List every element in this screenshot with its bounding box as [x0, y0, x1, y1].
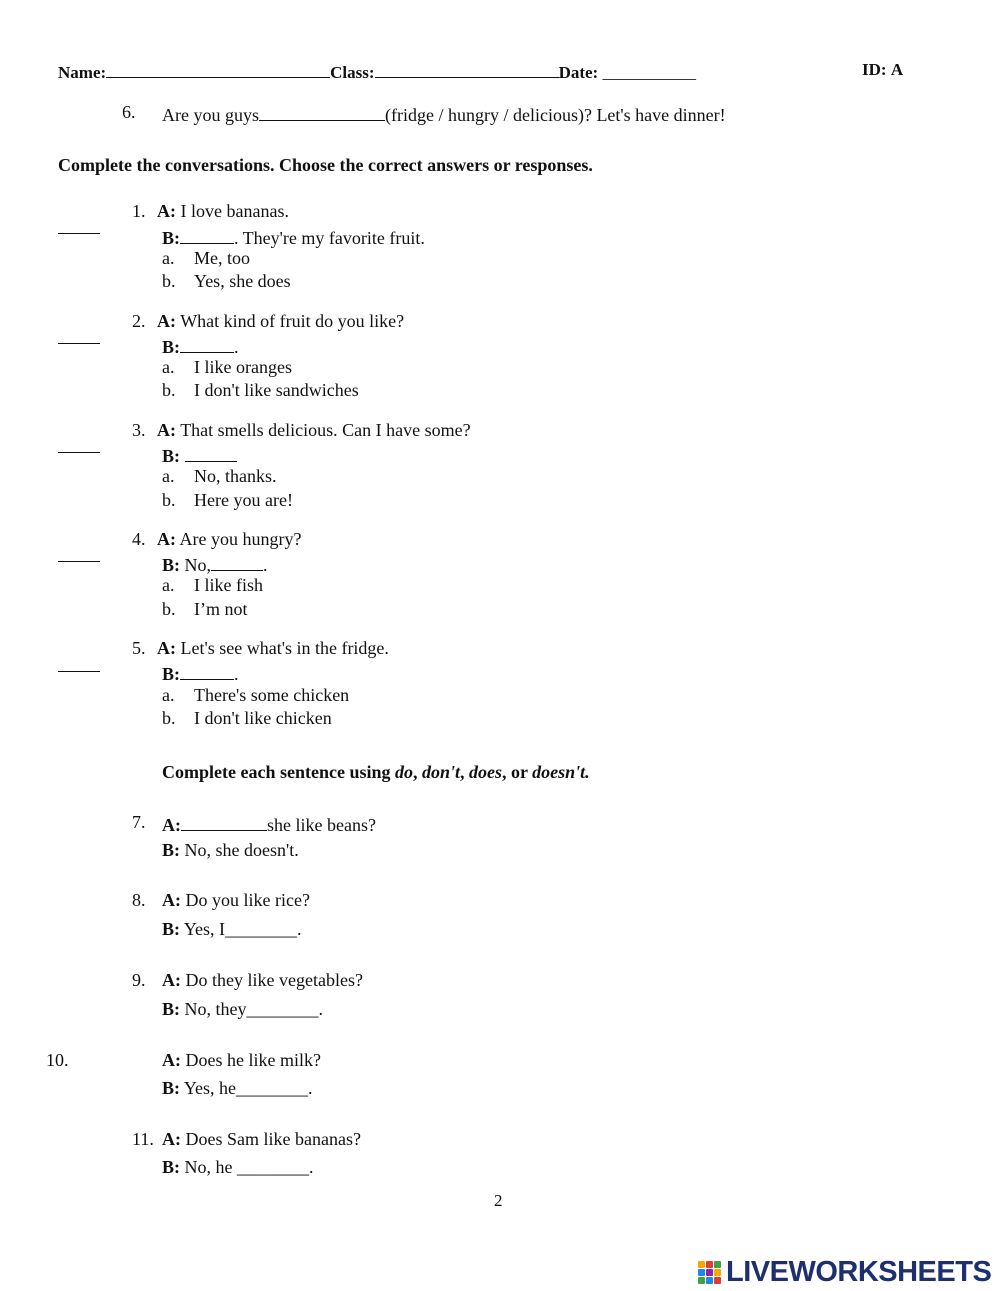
speaker-a-label: A: [157, 529, 176, 549]
item-10-prompt-text: Does he like milk? [185, 1050, 321, 1070]
option-text: There's some chicken [194, 685, 350, 705]
id-label: ID: [862, 60, 887, 79]
item-8-prompt [162, 890, 310, 911]
item-1-response-blank [180, 225, 234, 244]
option-text: Here you are! [194, 490, 293, 510]
item-8-number: 8. [132, 890, 146, 910]
separator: , or [502, 762, 533, 782]
option-letter: a. [162, 685, 175, 705]
speaker-a-label: A: [162, 890, 181, 910]
item-4-response-before: No, [184, 555, 211, 575]
item-1-response-after: . They're my favorite fruit. [234, 228, 425, 248]
option-text: I’m not [194, 599, 248, 619]
item-8-prompt-text: Do you like rice? [185, 890, 310, 910]
speaker-a-label: A: [162, 815, 181, 835]
speaker-a-label: A: [157, 311, 176, 331]
item-2-response-blank [180, 334, 234, 353]
speaker-b-label: B: [162, 228, 180, 248]
item-5-number: 5. [132, 638, 146, 658]
item-10-number: 10. [46, 1050, 69, 1070]
item-11-response-text: No, he ________. [184, 1157, 314, 1177]
word-do: do [394, 762, 413, 782]
option-text: I don't like chicken [194, 708, 332, 728]
question-6-text-after: (fridge / hungry / delicious)? Let's have dinner! [385, 105, 726, 125]
question-6 [162, 102, 726, 126]
section2-instruction-start: Complete each sentence using [162, 762, 395, 782]
item-9-response-text: No, they________. [184, 999, 323, 1019]
liveworksheets-logo-text: LIVEWORKSHEETS [726, 1256, 992, 1288]
item-2-number: 2. [132, 311, 146, 331]
item-5-response [162, 661, 239, 685]
item-5-response-blank [180, 661, 234, 680]
class-field[interactable] [375, 60, 559, 78]
item-9-response[interactable] [162, 999, 323, 1020]
item-9-prompt-text: Do they like vegetables? [185, 970, 363, 990]
item-4-option-b[interactable] [162, 599, 248, 620]
question-6-number: 6. [122, 102, 136, 122]
word-does: does [469, 762, 502, 782]
speaker-b-label: B: [162, 664, 180, 684]
item-5-response-after: . [234, 664, 239, 684]
item-3-prompt-text: That smells delicious. Can I have some? [180, 420, 471, 440]
item-1-prompt-text: I love bananas. [180, 201, 289, 221]
speaker-a-label: A: [157, 420, 176, 440]
item-8-response[interactable] [162, 919, 302, 940]
item-4-number: 4. [132, 529, 146, 549]
option-letter: a. [162, 248, 175, 268]
item-5-prompt [157, 638, 389, 659]
option-letter: a. [162, 575, 175, 595]
option-letter: b. [162, 490, 176, 510]
separator: , [460, 762, 469, 782]
speaker-a-label: A: [162, 1129, 181, 1149]
speaker-b-label: B: [162, 555, 180, 575]
item-3-option-a[interactable] [162, 466, 277, 487]
word-dont: don't [421, 762, 460, 782]
option-letter: b. [162, 271, 176, 291]
item-10-prompt [162, 1050, 321, 1071]
speaker-b-label: B: [162, 840, 180, 860]
class-label: Class: [330, 63, 375, 82]
speaker-b-label: B: [162, 1078, 180, 1098]
item-3-response [162, 443, 237, 467]
speaker-b-label: B: [162, 919, 180, 939]
item-7-prompt-after: she like beans? [267, 815, 376, 835]
item-2-prompt [157, 311, 404, 332]
item-2-response [162, 334, 239, 358]
item-7-prompt [162, 812, 376, 836]
option-text: I don't like sandwiches [194, 380, 359, 400]
item-2-answer-line[interactable] [58, 328, 100, 349]
item-4-prompt [157, 529, 301, 550]
option-text: Yes, she does [194, 271, 291, 291]
item-11-prompt [162, 1129, 361, 1150]
item-4-response [162, 552, 268, 576]
speaker-a-label: A: [162, 970, 181, 990]
item-1-answer-line[interactable] [58, 218, 100, 239]
item-4-option-a[interactable] [162, 575, 263, 596]
option-text: No, thanks. [194, 466, 277, 486]
item-9-prompt [162, 970, 363, 991]
item-1-option-b[interactable] [162, 271, 291, 292]
question-6-answer-field[interactable] [259, 102, 385, 121]
item-4-prompt-text: Are you hungry? [179, 529, 302, 549]
item-1-option-a[interactable] [162, 248, 250, 269]
option-letter: b. [162, 380, 176, 400]
option-letter: b. [162, 708, 176, 728]
item-7-number: 7. [132, 812, 146, 832]
item-2-response-after: . [234, 337, 239, 357]
word-doesnt: doesn't. [532, 762, 590, 782]
section1-instruction: Complete the conversations. Choose the correct answers or responses. [58, 155, 593, 175]
item-1-response [162, 225, 425, 249]
item-10-response[interactable] [162, 1078, 313, 1099]
speaker-b-label: B: [162, 446, 180, 466]
item-1-number: 1. [132, 201, 146, 221]
speaker-a-label: A: [157, 638, 176, 658]
date-label: Date: [558, 63, 599, 82]
item-1-prompt [157, 201, 289, 222]
item-4-response-after: . [263, 555, 268, 575]
item-3-number: 3. [132, 420, 146, 440]
question-6-text-before: Are you guys [162, 105, 259, 125]
name-label: Name: [58, 63, 107, 82]
item-10-response-text: Yes, he________. [183, 1078, 313, 1098]
liveworksheets-logo-icon [698, 1261, 722, 1285]
option-text: I like oranges [194, 357, 292, 377]
item-4-answer-line[interactable] [58, 546, 100, 567]
section2-instruction [162, 762, 590, 783]
item-9-number: 9. [132, 970, 146, 990]
item-5-answer-line[interactable] [58, 656, 100, 677]
speaker-a-label: A: [162, 1050, 181, 1070]
item-3-answer-line[interactable] [58, 437, 100, 458]
option-text: Me, too [194, 248, 250, 268]
id-field [862, 60, 903, 80]
speaker-b-label: B: [162, 337, 180, 357]
speaker-a-label: A: [157, 201, 176, 221]
item-2-prompt-text: What kind of fruit do you like? [180, 311, 405, 331]
item-3-prompt [157, 420, 471, 441]
item-8-response-text: Yes, I________. [183, 919, 302, 939]
separator: , [412, 762, 422, 782]
item-3-response-blank [185, 443, 237, 462]
item-5-prompt-text: Let's see what's in the fridge. [180, 638, 389, 658]
item-7-answer-field[interactable] [181, 812, 267, 831]
item-4-response-blank [211, 552, 263, 571]
option-letter: a. [162, 357, 175, 377]
item-3-option-b[interactable] [162, 490, 293, 511]
date-field[interactable]: ___________ [602, 63, 696, 82]
id-value: A [890, 60, 904, 79]
name-field[interactable] [106, 60, 330, 78]
page-number: 2 [494, 1191, 503, 1210]
item-11-response[interactable] [162, 1157, 314, 1178]
item-2-option-b[interactable] [162, 380, 359, 401]
item-5-option-b[interactable] [162, 708, 332, 729]
option-letter: b. [162, 599, 176, 619]
item-7-response [162, 840, 299, 861]
liveworksheets-logo [698, 1256, 991, 1289]
option-letter: a. [162, 466, 175, 486]
item-5-option-a[interactable] [162, 685, 350, 706]
item-7-response-text: No, she doesn't. [184, 840, 299, 860]
header-row [58, 60, 696, 83]
item-11-prompt-text: Does Sam like bananas? [185, 1129, 361, 1149]
item-2-option-a[interactable] [162, 357, 292, 378]
speaker-b-label: B: [162, 999, 180, 1019]
speaker-b-label: B: [162, 1157, 180, 1177]
item-11-number: 11. [132, 1129, 154, 1149]
option-text: I like fish [194, 575, 263, 595]
